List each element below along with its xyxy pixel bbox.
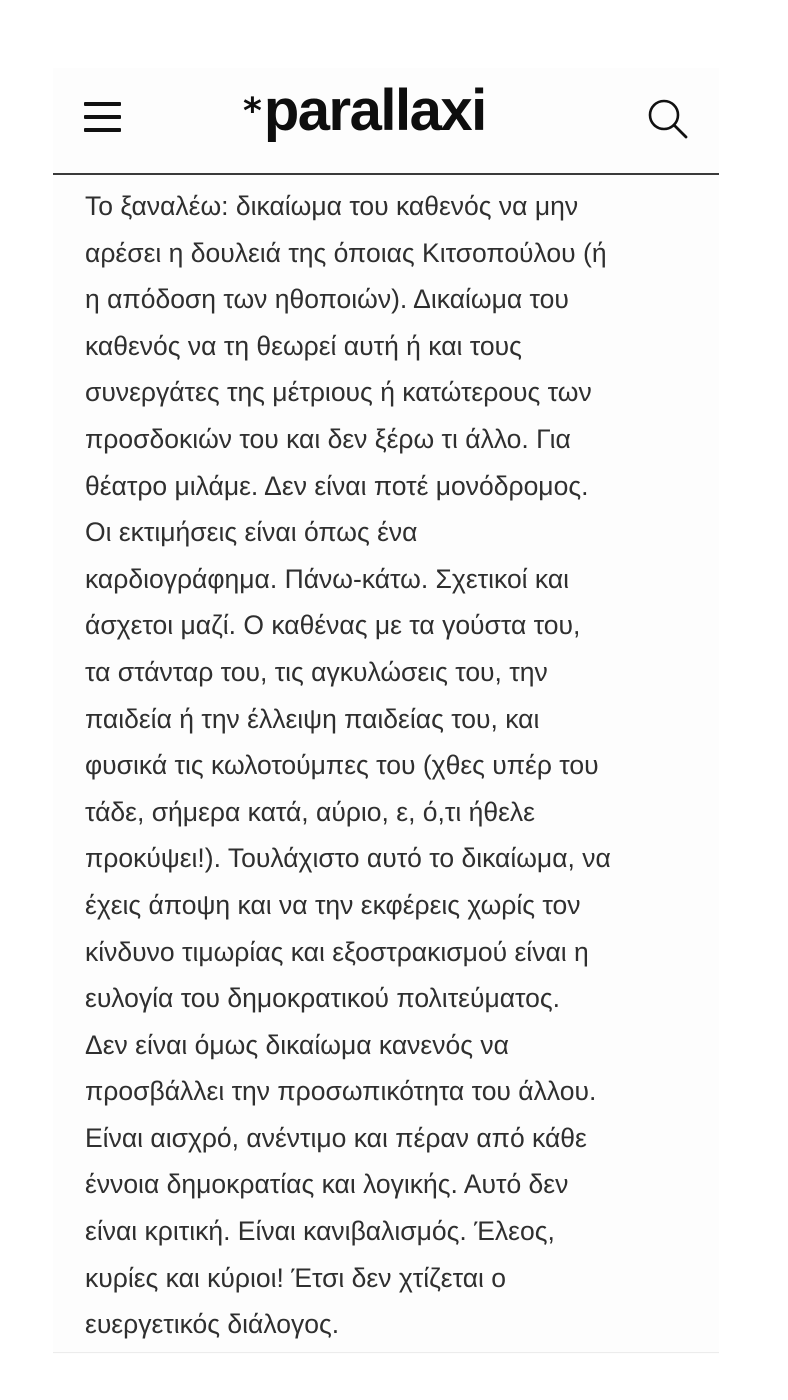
- logo-text: parallaxi: [263, 78, 486, 143]
- article-body: Το ξαναλέω: δικαίωμα του καθενός να μην αρέσει η δουλειά της όποιας Κιτσοπούλου (ή η απόδοση των ηθοποιών). Δικαίωμα του καθενός να τη θεωρεί αυτή ή και τους συνεργάτες της μέτριους ή κατώτερους των προσδοκιών του και δεν ξέρω τι άλλο. Για θέατρο μιλάμε. Δεν είναι ποτέ μονόδρομος. Οι εκτιμήσεις είναι όπως ένα καρδιογράφημα. Πάνω-κάτω. Σχετικοί και άσχετοι μαζί. Ο καθένας με τα γούστα του, τα στάνταρ του, τις αγκυλώσεις του, την παιδεία ή την έλλειψη παιδείας του, και φυσικά τις κωλοτούμπες του (χθες υπέρ του τάδε, σήμερα κατά, αύριο, ε, ό,τι ήθελε προκύψει!). Τουλάχιστο αυτό το δικαίωμα, να έχεις άποψη και να την εκφέρεις χωρίς τον κίνδυνο τιμωρίας και εξοστρακισμού είναι η ευλογία του δημοκρατικού πολιτεύματος. Δεν είναι όμως δικαίωμα κανενός να προσβάλλει την προσωπικότητα του άλλου. Είναι αισχρό, ανέντιμο και πέραν από κάθε έννοια δημοκρατίας και λογικής. Αυτό δεν είναι κριτική. Είναι κανιβαλισμός. Έλεος, κυρίες και κύριοι! Έτσι δεν χτίζεται ο ευεργετικός διάλογος.: [85, 191, 611, 1340]
- site-logo[interactable]: [243, 78, 486, 152]
- site-header: [53, 68, 719, 175]
- search-icon[interactable]: [645, 96, 691, 142]
- menu-bar: [84, 115, 121, 119]
- hamburger-menu-icon[interactable]: [82, 98, 124, 138]
- logo-star: *: [243, 91, 262, 132]
- page-container: [53, 68, 719, 1354]
- search-icon-graphic: [645, 96, 691, 142]
- divider: [53, 1352, 719, 1353]
- menu-bar: [84, 102, 121, 106]
- menu-bar: [84, 128, 121, 132]
